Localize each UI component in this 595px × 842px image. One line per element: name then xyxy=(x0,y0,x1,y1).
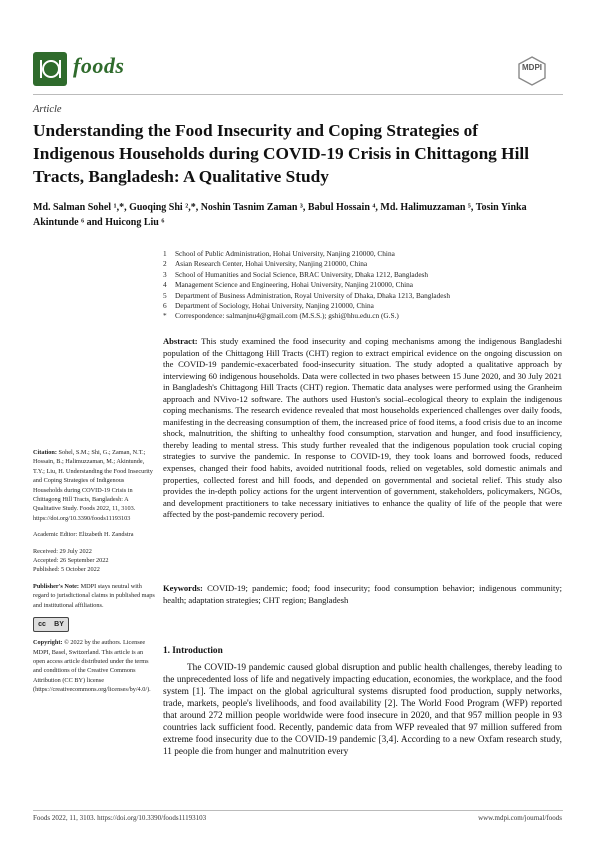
footer-divider xyxy=(33,810,563,811)
abstract-label: Abstract: xyxy=(163,336,198,346)
received-date: Received: 29 July 2022 xyxy=(33,547,92,555)
introduction-text: The COVID-19 pandemic caused global disruption and public health challenges, thereby leading to the unprecedented loss of life and negatively impacting education, economies, the workplace, and the food system [1]. The impact on the global agricultural systems disrupted food production, supply networks, trade, markets, people's livelihoods, and food availability [2]. The World Food Program (WFP) reported that around 272 million people worldwide were food insecure in 2020, and that 957 million people in 93 countries lack sufficient food. Recently, pandemic data from WFP revealed that 97 million suffered from extreme food insecurity due to the COVID-19 pandemic [3,4]. According to a new Oxfam research study, 11 people die from hunger and malnutrition every xyxy=(163,663,562,758)
header-divider xyxy=(33,94,563,95)
publisher-note: Publisher's Note: MDPI stays neutral with regard to jurisdictional claims in published maps and institutional affiliations. xyxy=(33,582,155,609)
affiliation-item: 3 School of Humanities and Social Science, BRAC University, Dhaka 1212, Bangladesh xyxy=(163,269,429,279)
affiliation-item: 1 School of Public Administration, Hohai University, Nanjing 210000, China xyxy=(163,249,395,258)
affiliation-item: 4 Management Science and Engineering, Hohai University, Nanjing 210000, China xyxy=(163,280,414,290)
journal-logo xyxy=(33,52,67,86)
affiliation-item: 5 Department of Business Administration, Royal University of Dhaka, Dhaka 1213, Bangladesh xyxy=(163,290,451,300)
sidebar xyxy=(33,448,155,702)
paper-title: Understanding the Food Insecurity and Coping Strategies of Indigenous Households during COVID-19 Crisis in Chittagong Hill Tracts, Bangladesh: A Qualitative Study xyxy=(33,121,529,186)
journal-name: foods xyxy=(73,53,125,78)
published-date: Published: 5 October 2022 xyxy=(33,566,100,574)
accepted-date: Accepted: 26 September 2022 xyxy=(33,557,109,565)
article-type: Article xyxy=(33,104,62,115)
abstract-text: This study examined the food insecurity and coping mechanisms among the indigenous Bangladeshi population of the Chittagong Hill Tracts (CHT) region to extract empirical evidence on the ongoing discussion on the COVID-19 pandemic-exacerbated food-insecurity situation. The study adopted a qualitative approach by interviewing 60 indigenous households. Data were collected in two phases between 15 June 2020, and 30 July 2021 in Bangladesh's Chittagong Hill Tracts (CHT) region. Thematic data analyses were performed using the Granheim approach and NVivo-12 software. The authors used Huston's social–ecological theory to explain the indigenous coping mechanisms. The research evidence revealed that most households experienced challenges over daily foods, manifesting in the decreasing consumption of them, the increased price of food items, a food crisis due to an income shock, malnutrition, the shifting to unhealthy food consumption, starvation and hunger, and food insufficiency, thereby leading to mental stress. This study further revealed that the indigenous population took crucial coping strategies to survive the pandemic. In response to COVID-19, they took loans and borrowed foods, reduced expenses, changed their food habits, avoided nutritional foods, relied on vegetables, sold domestic animals and properties, collected forest and hill foods, and depended on governmental and societal relief. This study also provides the in-depth policy actions for the urgent intervention of government, stakeholders, policymakers, NGOs, and development practitioners to take necessary initiatives to enhance the quality of life of the people that were affected by the post-pandemic recovery period. xyxy=(163,336,562,520)
keywords xyxy=(163,583,562,606)
fork-knife-icon xyxy=(37,56,63,82)
abstract xyxy=(163,336,562,521)
affiliation-item: 6 Department of Sociology, Hohai University, Nanjing 210000, China xyxy=(163,301,374,311)
section-heading: 1. Introduction xyxy=(163,646,223,656)
citation: Citation: Sohel, S.M.; Shi, G.; Zaman, N.T.; Hossain, B.; Halimuzzaman, M.; Akintunde, T.Y.; Liu, H. Understanding the Food Insecurity and Coping Strategies of Indigenous Households during COVID-19 Crisis in Chittagong Hill Tracts, Bangladesh: A Qualitative Study. Foods 2022, 11, 3103. https://doi.org/10.3390/foods11193103 xyxy=(33,449,153,522)
affiliation-item: 2 Asian Research Center, Hohai University, Nanjing 210000, China xyxy=(163,259,368,269)
author-list: Md. Salman Sohel ¹,*, Guoqing Shi ²,*, Noshin Tasnim Zaman ³, Babul Hossain ⁴, Md. Halimuzzaman ⁵, Tosin Yinka Akintunde ⁶ and Huicong Liu ⁶ xyxy=(33,202,527,228)
keywords-text: COVID-19; pandemic; food; food insecurity; food consumption behavior; indigenous community; health; adaptation strategies; CHT region; Bangladesh xyxy=(163,583,562,605)
affiliations xyxy=(163,249,563,322)
publisher-name: MDPI xyxy=(522,63,542,72)
footer-citation[interactable]: Foods 2022, 11, 3103. https://doi.org/10.3390/foods11193103 xyxy=(33,814,207,822)
footer-journal-url[interactable]: www.mdpi.com/journal/foods xyxy=(478,814,562,822)
copyright: Copyright: © 2022 by the authors. Licensee MDPI, Basel, Switzerland. This article is an open access article distributed under the terms and conditions of the Creative Commons Attribution (CC BY) license (https://creativecommons.org/licenses/by/4.0/). xyxy=(33,639,151,694)
keywords-label: Keywords: xyxy=(163,583,203,593)
cc-license-icon[interactable]: cc BY xyxy=(33,617,69,632)
academic-editor: Academic Editor: Elizabeth H. Zandstra xyxy=(33,531,134,539)
correspondence: * Correspondence: salmanjnu4@gmail.com (M.S.S.); gshi@hhu.edu.cn (G.S.) xyxy=(163,311,399,321)
